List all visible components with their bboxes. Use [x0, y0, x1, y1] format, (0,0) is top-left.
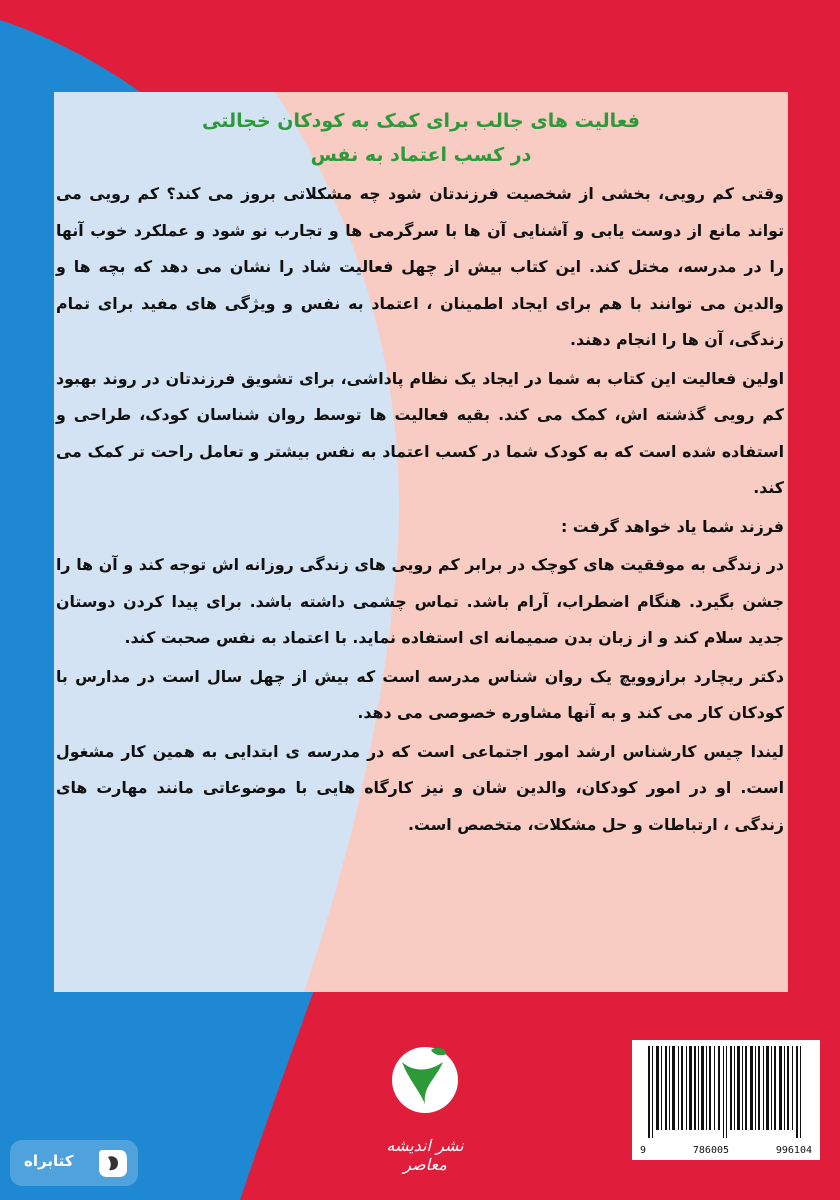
- ketabrah-logo-icon: [96, 1146, 130, 1180]
- publisher-name: نشر اندیشه معاصر: [386, 1136, 464, 1174]
- book-title: [54, 104, 788, 172]
- barcode-bars: [638, 1046, 814, 1138]
- paragraph-first-activity: اولین فعالیت این کتاب به شما در ایجاد یک نظام پاداشی، برای تشویق فرزندتان در روند بهبود کم رویی گذشته اش، کمک می کند. بقیه فعالیت ها توسط روان شناسان کودک، طراحی و استفاده شده است که به کودک شما در کسب اعتماد به نفس بیشتر و تعامل راحت تر کمک می کند.: [56, 368, 784, 497]
- isbn-digit-group-1: 786005: [692, 1145, 730, 1156]
- isbn-number: [632, 1145, 820, 1156]
- blurb: [54, 176, 788, 843]
- watermark-text: کتابراه: [24, 1152, 74, 1170]
- isbn-digit-prefix: 9: [640, 1145, 647, 1156]
- paragraph-author-2: لیندا چیس کارشناس ارشد امور اجتماعی است که در مدرسه ی ابتدایی به همین کار مشغول است. او در امور کودکان، والدین شان و نیز کارگاه هایی با موضوعاتی مانند مهارت های زندگی ، ارتباطات و حل مشکلات، متخصص است.: [56, 741, 784, 834]
- title-line-1: فعالیت های جالب برای کمک به کودکان خجالتی: [202, 110, 640, 132]
- paragraph-intro: وقتی کم رویی، بخشی از شخصیت فرزندتان شود چه مشکلاتی بروز می کند؟ کم رویی می تواند مانع از دوست یابی و آشنایی آن ها با سرگرمی ها و تجارب نو شود و عملکرد خوب آنها را در مدرسه، مختل کند. این کتاب بیش از چهل فعالیت شاد را نشان می دهد که بچه ها و والدین می توانند با هم برای ایجاد اطمینان ، اعتماد به نفس و ویژگی های مفید برای تمام زندگی، آن ها را انجام دهند.: [56, 184, 784, 349]
- publisher-leaf-logo: [385, 1028, 465, 1133]
- isbn-barcode: [632, 1040, 820, 1160]
- ketabrah-watermark: [10, 1140, 138, 1186]
- title-line-2: در کسب اعتماد به نفس: [310, 144, 532, 166]
- paragraph-author-1: دکتر ریچارد برازوویچ یک روان شناس مدرسه است که بیش از چهل سال است در مدارس با کودکان کار می کند و به آنها مشاوره خصوصی می دهد.: [56, 666, 784, 722]
- text-panel: [54, 92, 788, 992]
- isbn-digit-group-2: 996104: [775, 1145, 812, 1156]
- back-cover-content: [54, 92, 788, 992]
- paragraph-learn-heading: فرزند شما یاد خواهد گرفت :: [560, 516, 784, 536]
- publisher-logo: [385, 1028, 465, 1174]
- paragraph-learn-list: در زندگی به موفقیت های کوچک در برابر کم رویی های زندگی روزانه اش توجه کند و آن ها را جشن بگیرد. هنگام اضطراب، آرام باشد. تماس چشمی داشته باشد. برای پیدا کردن دوستان جدید سلام کند و از زبان بدن صمیمانه ای استفاده نماید. با اعتماد به نفس صحبت کند.: [56, 555, 784, 647]
